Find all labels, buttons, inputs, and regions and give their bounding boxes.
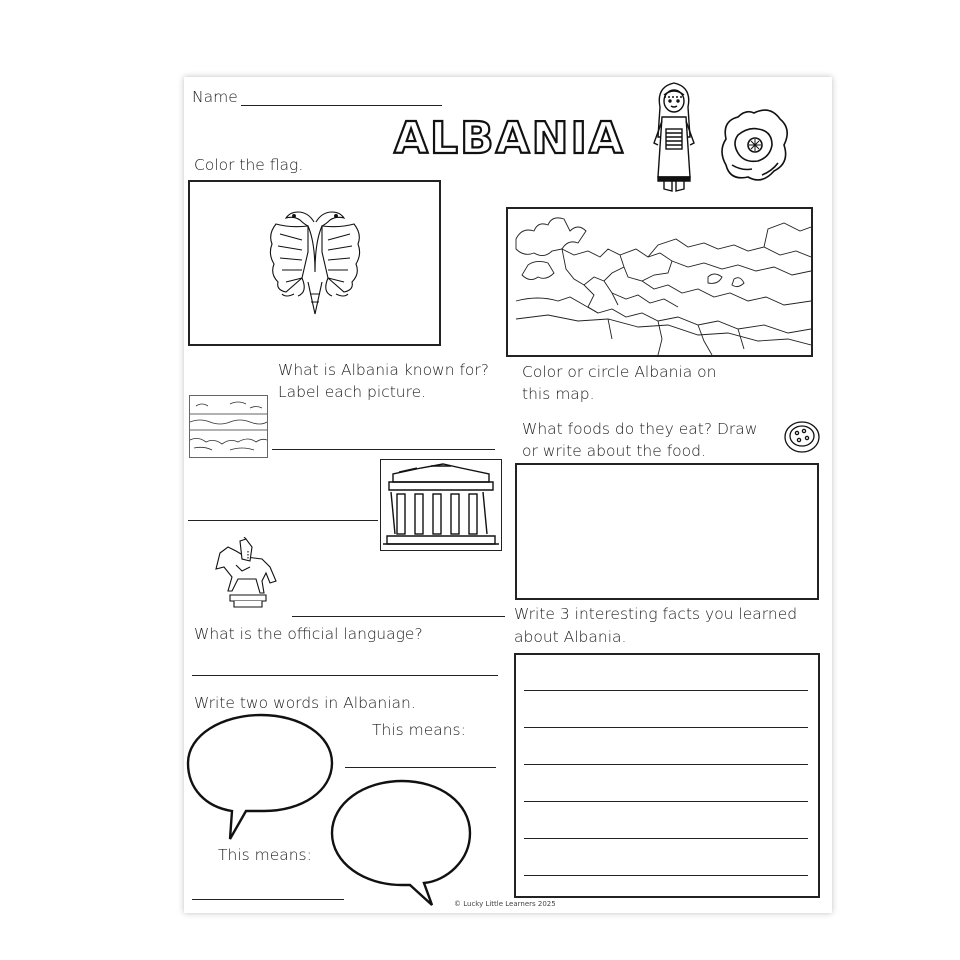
speech-bubble-2[interactable]: [328, 777, 476, 909]
known-for-prompt-line-1: What is Albania known for?: [278, 361, 490, 379]
means-answer-line-1[interactable]: [345, 767, 496, 768]
facts-line[interactable]: [524, 690, 808, 691]
facts-box[interactable]: [514, 653, 820, 898]
beach-label-line[interactable]: [272, 449, 495, 450]
flag-box[interactable]: [188, 180, 441, 346]
facts-line[interactable]: [524, 764, 808, 765]
food-drawing-box[interactable]: [515, 463, 819, 600]
map-prompt-line-1: Color or circle Albania on: [522, 363, 717, 381]
facts-prompt-line-1: Write 3 interesting facts you learned: [514, 605, 798, 623]
means-label-1: This means:: [372, 721, 466, 739]
known-for-prompt-line-2: Label each picture.: [278, 383, 427, 401]
copyright-note: © Lucky Little Learners 2025: [454, 900, 556, 908]
language-prompt: What is the official language?: [194, 625, 423, 643]
speech-bubble-1[interactable]: [184, 711, 338, 843]
map-prompt-line-2: this map.: [522, 385, 595, 403]
facts-line[interactable]: [524, 838, 808, 839]
means-answer-line-2[interactable]: [192, 899, 344, 900]
temple-label-line[interactable]: [188, 520, 378, 521]
temple-picture: [380, 459, 502, 551]
poppy-flower-illustration: [718, 105, 790, 187]
albanian-eagle-icon: [190, 182, 439, 344]
flag-prompt: Color the flag.: [194, 156, 304, 174]
page-title: ALBANIA: [394, 113, 625, 164]
name-label: Name: [192, 88, 238, 106]
europe-map[interactable]: [506, 207, 813, 357]
name-field[interactable]: [241, 105, 442, 106]
europe-map-drawing: [508, 209, 811, 355]
facts-line[interactable]: [524, 875, 808, 876]
worksheet-page: [184, 77, 832, 913]
girl-costume-illustration: [646, 77, 702, 197]
horseman-statue-picture: [206, 537, 282, 609]
language-answer-line[interactable]: [192, 675, 498, 676]
food-bowl-icon: [782, 419, 822, 455]
means-label-2: This means:: [218, 846, 312, 864]
words-prompt: Write two words in Albanian.: [194, 694, 416, 712]
beach-picture: [189, 395, 268, 458]
facts-line[interactable]: [524, 801, 808, 802]
food-prompt-line-1: What foods do they eat? Draw: [522, 420, 758, 438]
food-prompt-line-2: or write about the food.: [522, 442, 706, 460]
facts-prompt-line-2: about Albania.: [514, 628, 627, 646]
facts-line[interactable]: [524, 727, 808, 728]
horseman-label-line[interactable]: [292, 616, 505, 617]
